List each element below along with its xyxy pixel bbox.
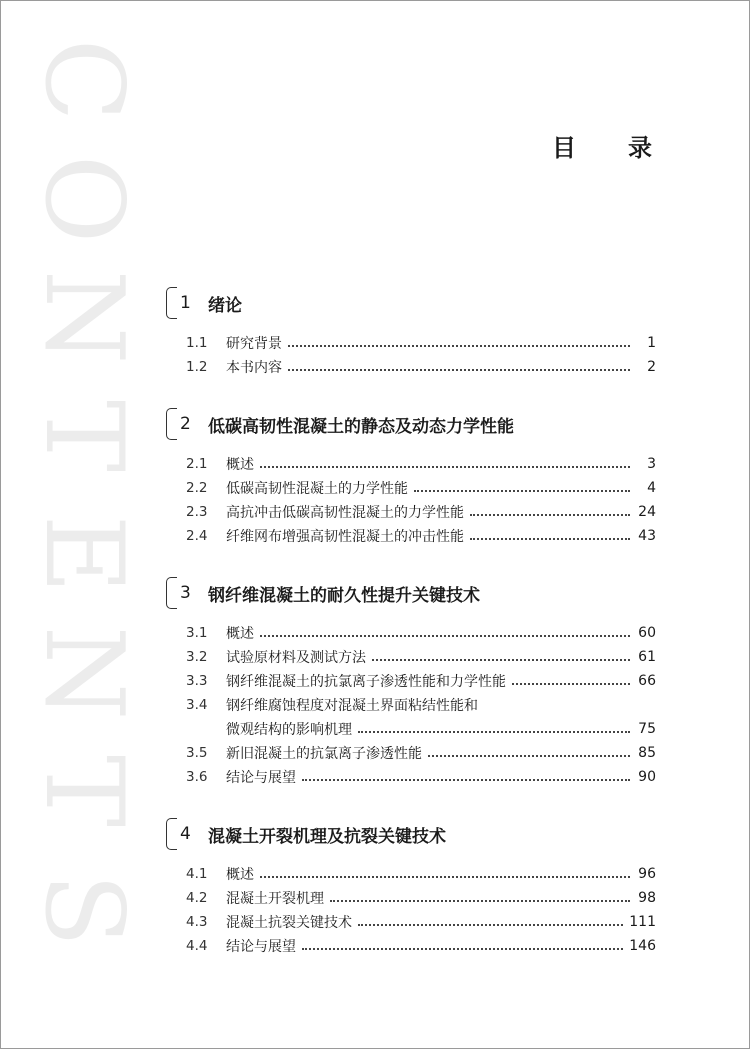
section-title: 结论与展望 xyxy=(226,770,296,786)
toc-entry[interactable] xyxy=(166,765,656,789)
dot-leader xyxy=(302,779,630,781)
chapter-heading[interactable] xyxy=(166,408,656,440)
watermark-letter: T xyxy=(21,399,146,472)
page-number: 60 xyxy=(638,625,656,641)
section-number: 1.2 xyxy=(186,359,208,375)
page-number: 2 xyxy=(647,359,656,375)
chapter-title: 钢纤维混凝土的耐久性提升关键技术 xyxy=(208,585,480,606)
dot-leader xyxy=(330,900,630,902)
section-title: 概述 xyxy=(226,867,254,883)
toc-entry-continuation[interactable] xyxy=(166,717,656,741)
section-number: 1.1 xyxy=(186,335,208,351)
dot-leader xyxy=(288,345,630,347)
toc-entry[interactable] xyxy=(166,741,656,765)
toc-entry[interactable] xyxy=(166,934,656,958)
dot-leader xyxy=(358,924,623,926)
toc-entry[interactable] xyxy=(166,886,656,910)
chapter-number: 4 xyxy=(180,824,191,844)
page-number: 24 xyxy=(638,504,656,520)
toc-entry[interactable] xyxy=(166,452,656,476)
page-number: 61 xyxy=(638,649,656,665)
toc-entry[interactable] xyxy=(166,693,656,717)
section-title: 本书内容 xyxy=(226,360,282,376)
dot-leader xyxy=(414,490,630,492)
section-title-continued: 微观结构的影响机理 xyxy=(226,722,352,738)
chapter-number: 1 xyxy=(180,293,191,313)
dot-leader xyxy=(358,731,630,733)
toc-entry[interactable] xyxy=(166,669,656,693)
page-number: 1 xyxy=(647,335,656,351)
page-number: 4 xyxy=(647,480,656,496)
page-number: 3 xyxy=(647,456,656,472)
watermark-letter: O xyxy=(21,154,146,243)
watermark-letter: T xyxy=(21,755,146,828)
page-number: 111 xyxy=(629,914,656,930)
dot-leader xyxy=(470,514,630,516)
section-title: 新旧混凝土的抗氯离子渗透性能 xyxy=(226,746,422,762)
chapter-heading[interactable] xyxy=(166,287,656,319)
chapter-4 xyxy=(166,818,656,958)
watermark-letter: N xyxy=(21,625,146,721)
chapter-1 xyxy=(166,287,656,379)
toc-entry[interactable] xyxy=(166,500,656,524)
chapter-number: 3 xyxy=(180,583,191,603)
section-title: 低碳高韧性混凝土的力学性能 xyxy=(226,481,408,497)
section-title: 混凝土抗裂关键技术 xyxy=(226,915,352,931)
dot-leader xyxy=(428,755,630,757)
dot-leader xyxy=(260,876,630,878)
page-number: 98 xyxy=(638,890,656,906)
toc-entry[interactable] xyxy=(166,862,656,886)
section-number: 4.3 xyxy=(186,914,208,930)
chapter-bracket xyxy=(166,408,177,440)
section-title: 结论与展望 xyxy=(226,939,296,955)
section-number: 3.6 xyxy=(186,769,208,785)
chapter-title: 绪论 xyxy=(208,295,242,316)
section-title: 纤维网布增强高韧性混凝土的冲击性能 xyxy=(226,529,464,545)
section-title: 钢纤维腐蚀程度对混凝土界面粘结性能和 xyxy=(226,698,478,714)
section-title: 试验原材料及测试方法 xyxy=(226,650,366,666)
page-number: 43 xyxy=(638,528,656,544)
chapter-title: 混凝土开裂机理及抗裂关键技术 xyxy=(208,826,446,847)
page-number: 85 xyxy=(638,745,656,761)
page-title xyxy=(552,128,652,163)
section-number: 3.4 xyxy=(186,697,208,713)
toc-entry[interactable] xyxy=(166,910,656,934)
page-title-char: 录 xyxy=(628,134,652,162)
section-number: 4.2 xyxy=(186,890,208,906)
section-title: 钢纤维混凝土的抗氯离子渗透性能和力学性能 xyxy=(226,674,506,690)
section-number: 4.4 xyxy=(186,938,208,954)
watermark-letter: S xyxy=(21,872,146,947)
chapter-3 xyxy=(166,577,656,789)
chapter-title: 低碳高韧性混凝土的静态及动态力学性能 xyxy=(208,416,514,437)
toc-entry[interactable] xyxy=(166,355,656,379)
chapter-number: 2 xyxy=(180,414,191,434)
section-title: 概述 xyxy=(226,626,254,642)
section-number: 2.4 xyxy=(186,528,208,544)
section-number: 4.1 xyxy=(186,866,208,882)
watermark-letter: E xyxy=(21,514,146,594)
section-number: 3.1 xyxy=(186,625,208,641)
section-number: 3.3 xyxy=(186,673,208,689)
dot-leader xyxy=(470,538,630,540)
toc-entry[interactable] xyxy=(166,621,656,645)
dot-leader xyxy=(260,635,630,637)
page-number: 75 xyxy=(638,721,656,737)
section-title: 高抗冲击低碳高韧性混凝土的力学性能 xyxy=(226,505,464,521)
dot-leader xyxy=(260,466,630,468)
section-number: 2.1 xyxy=(186,456,208,472)
contents-watermark xyxy=(21,30,146,960)
page-number: 66 xyxy=(638,673,656,689)
page-number: 146 xyxy=(629,938,656,954)
page-title-char: 目 xyxy=(552,134,576,162)
dot-leader xyxy=(288,369,630,371)
toc-entry[interactable] xyxy=(166,645,656,669)
watermark-letter: N xyxy=(21,269,146,365)
chapter-bracket xyxy=(166,287,177,319)
section-title: 研究背景 xyxy=(226,336,282,352)
dot-leader xyxy=(512,683,630,685)
section-title: 混凝土开裂机理 xyxy=(226,891,324,907)
section-number: 3.5 xyxy=(186,745,208,761)
watermark-letter: C xyxy=(21,38,146,122)
section-title: 概述 xyxy=(226,457,254,473)
dot-leader xyxy=(372,659,630,661)
page-number: 96 xyxy=(638,866,656,882)
chapter-bracket xyxy=(166,577,177,609)
section-number: 3.2 xyxy=(186,649,208,665)
dot-leader xyxy=(302,948,623,950)
page-number: 90 xyxy=(638,769,656,785)
toc-entry[interactable] xyxy=(166,331,656,355)
section-number: 2.2 xyxy=(186,480,208,496)
toc-entry[interactable] xyxy=(166,524,656,548)
chapter-bracket xyxy=(166,818,177,850)
toc-entry[interactable] xyxy=(166,476,656,500)
chapter-2 xyxy=(166,408,656,548)
section-number: 2.3 xyxy=(186,504,208,520)
chapter-heading[interactable] xyxy=(166,818,656,850)
chapter-heading[interactable] xyxy=(166,577,656,609)
